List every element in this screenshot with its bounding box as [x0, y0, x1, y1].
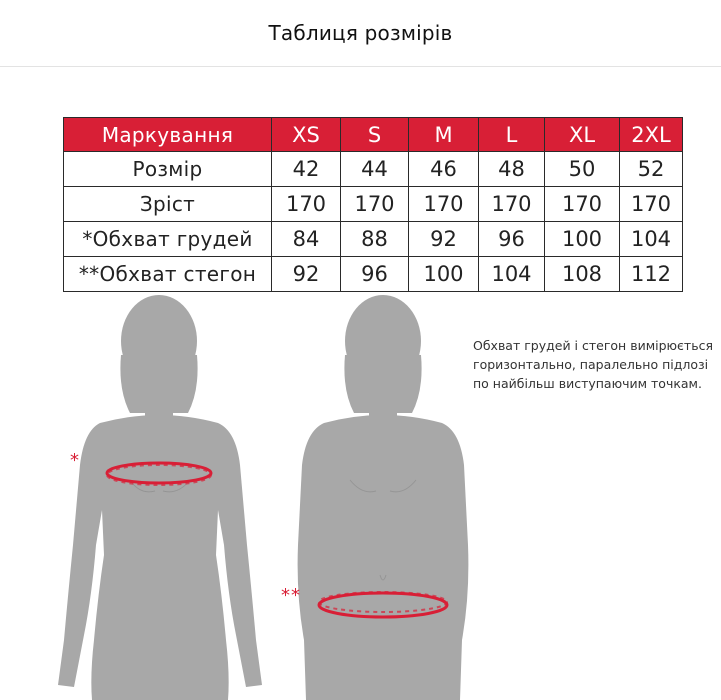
table-cell: 46: [409, 152, 479, 187]
female-silhouette-left: [58, 295, 262, 700]
column-header: XL: [545, 118, 620, 152]
table-cell: 170: [620, 187, 683, 222]
page-header: [0, 0, 721, 67]
table-cell: 50: [545, 152, 620, 187]
table-row: [64, 257, 683, 292]
table-row: [64, 152, 683, 187]
size-table: [63, 117, 683, 292]
table-cell: 170: [545, 187, 620, 222]
hip-asterisk-marker: **: [281, 585, 301, 606]
column-header: S: [341, 118, 409, 152]
table-cell: 44: [341, 152, 409, 187]
table-cell: 96: [479, 222, 545, 257]
column-header: M: [409, 118, 479, 152]
table-cell: 170: [479, 187, 545, 222]
table-cell: 104: [479, 257, 545, 292]
measurement-note: Обхват грудей і стегон вимірюється горизонтально, паралельно підлозі по найбільш виступаючим точкам.: [473, 338, 713, 391]
column-header: L: [479, 118, 545, 152]
column-header: 2XL: [620, 118, 683, 152]
table-row: [64, 222, 683, 257]
table-cell: 112: [620, 257, 683, 292]
table-cell: 92: [409, 222, 479, 257]
table-cell: 170: [272, 187, 341, 222]
table-row: [64, 187, 683, 222]
table-cell: 92: [272, 257, 341, 292]
row-label: *Обхват грудей: [64, 222, 272, 257]
bust-asterisk-marker: *: [70, 450, 79, 471]
row-label: Розмір: [64, 152, 272, 187]
column-header: Маркування: [64, 118, 272, 152]
table-cell: 42: [272, 152, 341, 187]
page-title: Таблиця розмірів: [268, 21, 453, 45]
row-label: **Обхват стегон: [64, 257, 272, 292]
table-cell: 170: [409, 187, 479, 222]
table-cell: 84: [272, 222, 341, 257]
table-cell: 100: [409, 257, 479, 292]
table-cell: 170: [341, 187, 409, 222]
table-header-row: [64, 118, 683, 152]
column-header: XS: [272, 118, 341, 152]
female-silhouette-right: [298, 295, 469, 700]
table-cell: 108: [545, 257, 620, 292]
table-cell: 104: [620, 222, 683, 257]
table-cell: 48: [479, 152, 545, 187]
table-cell: 88: [341, 222, 409, 257]
row-label: Зріст: [64, 187, 272, 222]
table-cell: 100: [545, 222, 620, 257]
table-cell: 52: [620, 152, 683, 187]
table-cell: 96: [341, 257, 409, 292]
